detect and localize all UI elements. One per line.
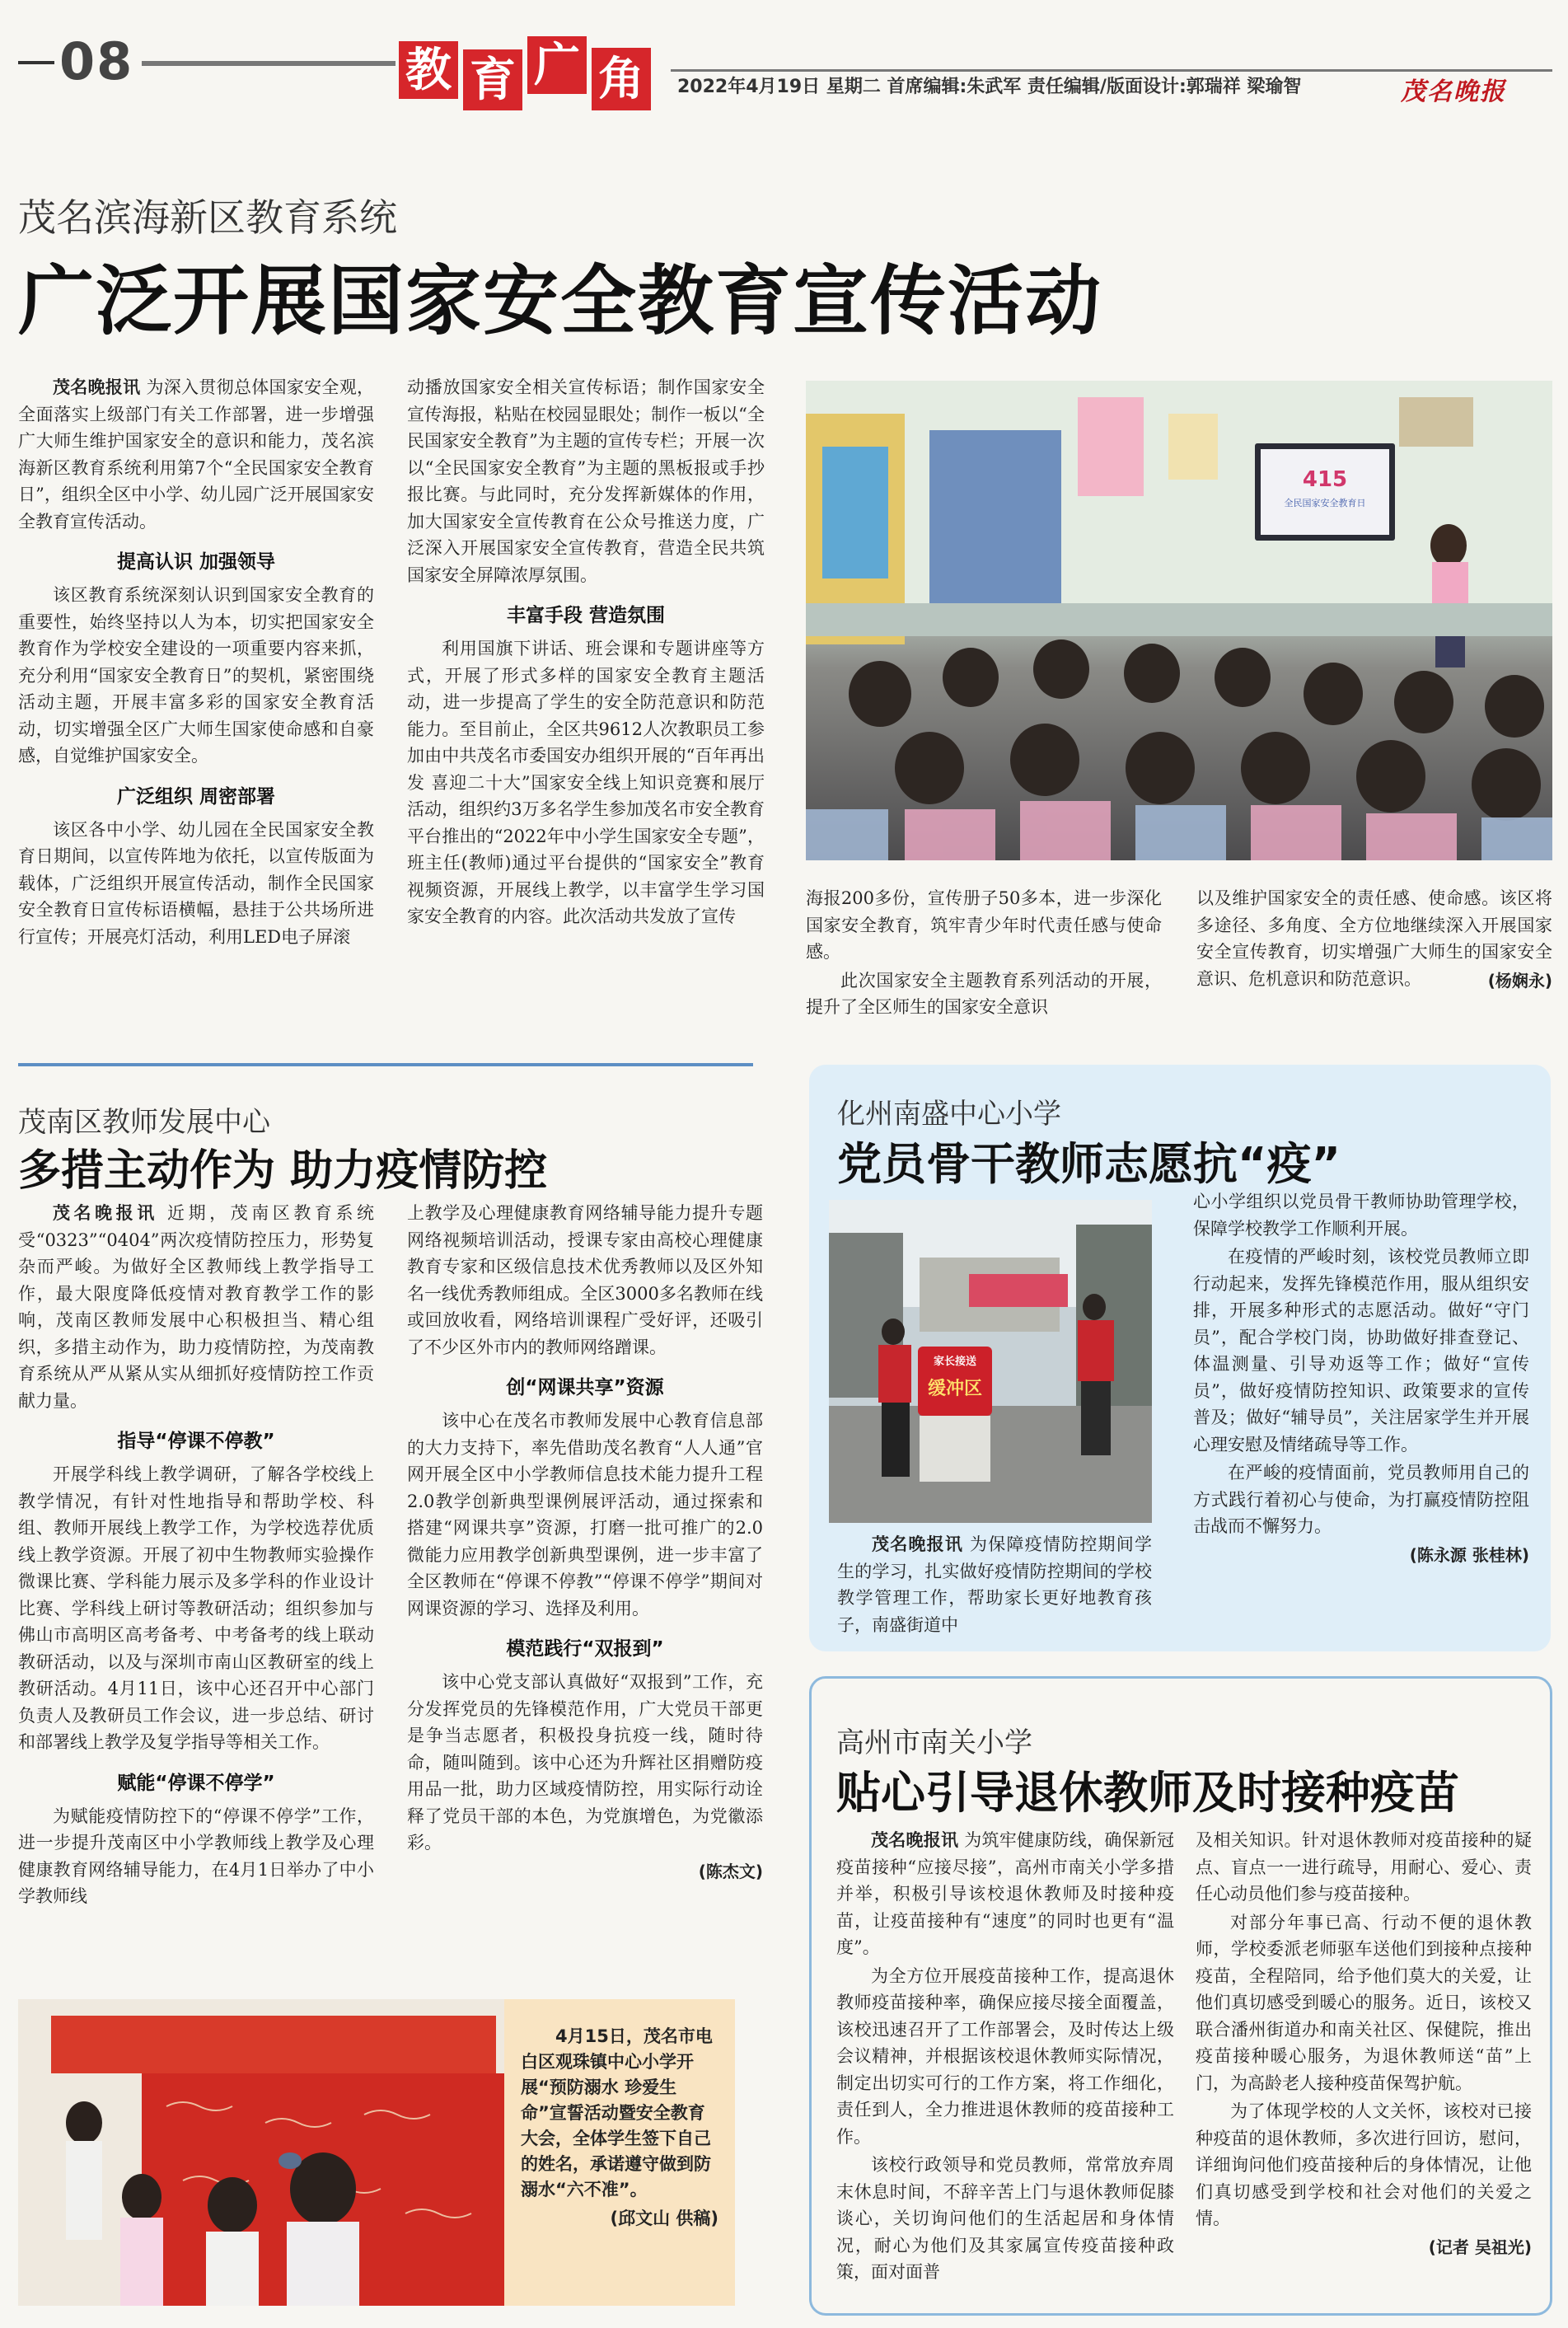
article4-col1 xyxy=(836,1827,1174,2310)
header-rule-left xyxy=(142,61,396,66)
section-title-char-2: 育 xyxy=(463,49,522,110)
article3-lead-tag: 茂名晚报讯 xyxy=(872,1534,964,1554)
article3-sign-main: 缓冲区 xyxy=(927,1379,983,1399)
page-number-rule xyxy=(18,61,54,64)
article2-lead-tag: 茂名晚报讯 xyxy=(53,1203,158,1223)
article4-byline: (记者 吴祖光) xyxy=(1428,2237,1532,2257)
article4-c2-p2: 对部分年事已高、行动不便的退休教师，学校委派老师驱车送他们到接种点接种疫苗，全程陪同，给予他们莫大的关爱，让他们真切感受到暖心的服务。近日，该校又联合潘州街道办和南关社区、保健院，推出疫苗接种暖心服务，为退休教师送“苗”上门，为高龄老人接种疫苗保驾护航。 xyxy=(1196,1912,1532,2093)
article3-sign-top: 家长接送 xyxy=(933,1356,977,1368)
article1-headline: 广泛开展国家安全教育宣传活动 xyxy=(18,257,1103,345)
article3-c2-p1: 心小学组织以党员骨干教师协助管理学校，保障学校教学工作顺利开展。 xyxy=(1193,1192,1529,1239)
pledge-photo-art xyxy=(18,1999,504,2306)
pledge-caption-text: 4月15日，茂名市电白区观珠镇中心小学开展“预防溺水 珍爱生命”宣誓活动暨安全教育大会，全体学生签下自己的姓名，承诺遵守做到防溺水“六不准”。 xyxy=(521,2026,713,2199)
article4-c2-p3: 为了体现学校的人文关怀，该校对已接种疫苗的退休教师，多次进行回访，慰问，详细询问他们疫苗接种后的身体情况，让他们真切感受到学校和社会对他们的关爱之情。 xyxy=(1196,2101,1532,2228)
header xyxy=(0,0,1568,115)
article1-subhead-1: 提高认识 加强领导 xyxy=(116,551,275,573)
paper-name-logo: 茂名晚报 xyxy=(1401,77,1506,106)
article1-c1-p1: 为深入贯彻总体国家安全观，全面落实上级部门有关工作部署，进一步增强广大师生维护国家安全的意识和能力，茂名滨海新区教育系统利用第7个“全民国家安全教育日”，组织全区中小学、幼儿园广泛开展国家安全教育宣传活动。 xyxy=(18,377,374,532)
article4-c1-p1: 为筑牢健康防线，确保新冠疫苗接种“应接尽接”，高州市南关小学多措并举，积极引导该校退休教师及时接种疫苗，让疫苗接种有“速度”的同时也更有“温度”。 xyxy=(836,1830,1174,1957)
classroom-photo xyxy=(806,381,1552,860)
screen-caption: 全民国家安全教育日 xyxy=(1284,498,1366,508)
article2-c1-p1: 近期，茂南区教育系统受“0323”“0404”两次疫情防控压力，形势复杂而严峻。为做好全区教师线上教学指导工作，最大限度降低疫情对教育教学工作的影响，茂南区教师发展中心积极担当、精心组织，多措主动作为，助力疫情防控，为茂南教育系统从严从紧从实从细抓好疫情防控工作贡献力量。 xyxy=(18,1203,374,1411)
article4-c1-p3: 该校行政领导和党员教师，常常放弃周末休息时间，不辞辛苦上门与退休教师促膝谈心，关切询问他们的生活起居和身体情况，耐心为他们及其家属宣传疫苗接种政策，面对面普 xyxy=(836,2155,1174,2282)
article2-c1-p2: 开展学科线上教学调研，了解各学校线上教学情况，有针对性地指导和帮助学校、科组、教师开展线上教学工作，为学校选荐优质线上教学资源。开展了初中生物教师实验操作微课比赛、学科能力展示及多学科的作业设计比赛、学科线上研讨等教研活动；组织参加与佛山市高明区高考备考、中考备考的线上联动教研活动，以及与深圳市南山区教研室的线上教研活动。4月11日，该中心还召开中心部门负责人及教研员工作会议，进一步总结、研讨和部署线上教学及复学指导等相关工作。 xyxy=(18,1464,374,1752)
page-number: 08 xyxy=(59,31,134,91)
pledge-photo-box xyxy=(18,1999,735,2306)
article1-c1-p3: 该区各中小学、幼儿园在全民国家安全教育日期间，以宣传阵地为依托，以宣传版面为载体，广泛组织开展宣传活动，制作全民国家安全教育日宣传标语横幅，悬挂于公共场所进行宣传；开展亮灯活动，利用LED电子屏滚 xyxy=(18,819,374,947)
pledge-caption xyxy=(521,2024,718,2232)
article4-c2-p1: 及相关知识。针对退休教师对疫苗接种的疑点、盲点一一进行疏导，用耐心、爱心、责任心动员他们参与疫苗接种。 xyxy=(1196,1830,1532,1904)
article1-lead-tag: 茂名晚报讯 xyxy=(53,377,141,397)
section-title-char-1: 教 xyxy=(399,41,458,99)
article1-kicker: 茂名滨海新区教育系统 xyxy=(18,195,397,240)
article2-subhead-4: 模范践行“双报到” xyxy=(506,1638,664,1660)
article3-photo-art xyxy=(829,1200,1152,1523)
article2-subhead-3: 创“网课共享”资源 xyxy=(506,1377,664,1398)
article3-col2 xyxy=(1193,1188,1529,1650)
pledge-photo xyxy=(18,1999,504,2306)
classroom-photo-art xyxy=(806,381,1552,860)
section-title-char-3: 广 xyxy=(527,36,587,94)
pledge-caption-byline: (邱文山 供稿) xyxy=(610,2209,718,2228)
article4-col2 xyxy=(1196,1827,1532,2310)
article1-subhead-3: 丰富手段 营造氛围 xyxy=(506,605,665,626)
article1-c4-p1: 以及维护国家安全的责任感、使命感。该区将多途径、多角度、全方位地继续深入开展国家安全宣传教育，切实增强广大师生的国家安全意识、危机意识和防范意识。 xyxy=(1196,888,1552,989)
screen-number: 415 xyxy=(1302,467,1348,492)
article1-byline: (杨娴永) xyxy=(1487,971,1552,991)
article4-lead-tag: 茂名晚报讯 xyxy=(871,1830,959,1850)
article2-headline: 多措主动作为 助力疫情防控 xyxy=(18,1146,548,1196)
article2-para xyxy=(18,1200,374,1414)
article3-c2-p3: 在严峻的疫情面前，党员教师用自己的方式践行着初心与使命，为打赢疫情防控阻击战而不懈努力。 xyxy=(1193,1463,1529,1536)
article1-c2-p1: 动播放国家安全相关宣传标语；制作国家安全宣传海报，粘贴在校园显眼处；制作一板以“全民国家安全教育”为主题的宣传专栏；开展一次以“全民国家安全教育”为主题的黑板报或手抄报比赛。与此同时，充分发挥新媒体的作用，加大国家安全宣传教育在公众号推送力度，广泛深入开展国家安全宣传教育，营造全民共筑国家安全屏障浓厚氛围。 xyxy=(407,377,765,585)
article2-c2-p2: 该中心在茂名市教师发展中心教育信息部的大力支持下，率先借助茂名教育“人人通”官网开展全区中小学教师信息技术能力提升工程2.0教学创新典型课例展评活动，通过探索和搭建“网课共享”资源，打磨一批可推广的2.0微能力应用教学创新典型课例，进一步丰富了全区教师在“停课不停教”“停课不停学”期间对网课资源的学习、选择及利用。 xyxy=(407,1411,763,1618)
article3-photo xyxy=(829,1200,1152,1523)
divider-article2 xyxy=(18,1063,753,1066)
article3-headline: 党员骨干教师志愿抗“疫” xyxy=(837,1138,1341,1190)
article2-col2 xyxy=(407,1200,763,1958)
article3-c2-p2: 在疫情的严峻时刻，该校党员教师立即行动起来，发挥先锋模范作用，服从组织安排，开展多种形式的志愿活动。做好“守门员”，配合学校门岗，协助做好排查登记、体温测量、引导劝返等工作；做好“宣传员”，做好疫情防控知识、政策要求的宣传普及；做好“辅导员”，关注居家学生并开展心理安慰及情绪疏导等工作。 xyxy=(1193,1247,1529,1454)
article2-subhead-1: 指导“停课不停教” xyxy=(117,1431,275,1452)
article3-panel xyxy=(809,1065,1551,1651)
article2-kicker: 茂南区教师发展中心 xyxy=(18,1106,270,1139)
article2-col1 xyxy=(18,1200,374,1958)
article3-kicker: 化州南盛中心小学 xyxy=(837,1098,1061,1131)
article4-para xyxy=(836,1827,1174,1961)
article1-c3-p2: 此次国家安全主题教育系列活动的开展，提升了全区师生的国家安全意识 xyxy=(806,970,1162,1017)
article3-col1 xyxy=(837,1531,1152,1646)
article1-subhead-2: 广泛组织 周密部署 xyxy=(116,785,275,808)
article1-col1 xyxy=(18,374,374,1025)
article4-headline: 贴心引导退休教师及时接种疫苗 xyxy=(836,1767,1459,1819)
article1-c1-p2: 该区教育系统深刻认识到国家安全教育的重要性，始终坚持以人为本，切实把国家安全教育作为学校安全建设的一项重要内容来抓，充分利用“国家安全教育日”的契机，紧密围绕活动主题，开展丰富多彩的国家安全教育活动，切实增强全区广大师生国家使命感和自豪感，自觉维护国家安全。 xyxy=(18,585,374,766)
article4-c1-p2: 为全方位开展疫苗接种工作，提高退休教师疫苗接种率，确保应接尽接全面覆盖，该校迅速召开了工作部署会，及时传达上级会议精神，并根据该校退休教师实际情况，制定出切实可行的工作方案，将工作细化，责任到人，全力推进退休教师的疫苗接种工作。 xyxy=(836,1965,1174,2147)
article1-col2 xyxy=(407,374,765,1025)
article1-col3 xyxy=(806,885,1162,1025)
article4-kicker: 高州市南关小学 xyxy=(836,1726,1032,1759)
article3-byline: (陈永源 张桂林) xyxy=(1409,1544,1529,1565)
article1-c3-p1: 海报200多份，宣传册子50多本，进一步深化国家安全教育，筑牢青少年时代责任感与使命感。 xyxy=(806,888,1162,962)
article2-c1-p3: 为赋能疫情防控下的“停课不停学”工作，进一步提升茂南区中小学教师线上教学及心理健康教育网络辅导能力，在4月1日举办了中小学教师线 xyxy=(18,1806,374,1906)
article1-col4 xyxy=(1196,885,1552,1025)
article2-subhead-2: 赋能“停课不停学” xyxy=(117,1772,275,1794)
article1-c2-p2: 利用国旗下讲话、班会课和专题讲座等方式，开展了形式多样的国家安全教育主题活动，进一步提高了学生的安全防范意识和防范能力。至目前止，全区共9612人次教职员工参加由中共茂名市委国安办组织开展的“百年再出发 喜迎二十大”国家安全线上知识竞赛和展厅活动，组织约3万多名学生参加茂名市安全教育平台推出的“2022年中小学生国家安全专题”，班主任(教师)通过平台提供的“国家安全”教育视频资源，开展线上教学，以丰富学生学习国家安全教育的内容。此次活动共发放了宣传 xyxy=(407,639,765,926)
article2-c2-p1: 上教学及心理健康教育网络辅导能力提升专题网络视频培训活动，授课专家由高校心理健康教育专家和区级信息技术优秀教师以及区外知名一线优秀教师组成。全区3000多名教师在线或回放收看，网络培训课程广受好评，还吸引了不少区外市内的教师网络蹭课。 xyxy=(407,1203,763,1357)
article4-box xyxy=(809,1676,1552,2316)
header-meta: 2022年4月19日 星期二 首席编辑:朱武军 责任编辑/版面设计:郭瑞祥 梁瑜智 xyxy=(677,77,1302,97)
article3-para xyxy=(837,1531,1152,1638)
article2-c2-p3: 该中心党支部认真做好“双报到”工作，充分发挥党员的先锋模范作用，广大党员干部更是争当志愿者，积极投身抗疫一线，随时待命，随叫随到。该中心还为升辉社区捐赠防疫用品一批，助力区域疫情防控，用实际行动诠释了党员干部的本色，为党旗增色，为党徽添彩。 xyxy=(407,1672,763,1853)
section-title-char-4: 角 xyxy=(592,48,651,110)
article1-para xyxy=(18,374,374,535)
article3-p1: 为保障疫情防控期间学生的学习，扎实做好疫情防控期间的学校教学管理工作，帮助家长更好地教育孩子，南盛街道中 xyxy=(837,1534,1152,1635)
section-title xyxy=(399,33,664,111)
article2-byline: (陈杰文) xyxy=(698,1861,763,1881)
